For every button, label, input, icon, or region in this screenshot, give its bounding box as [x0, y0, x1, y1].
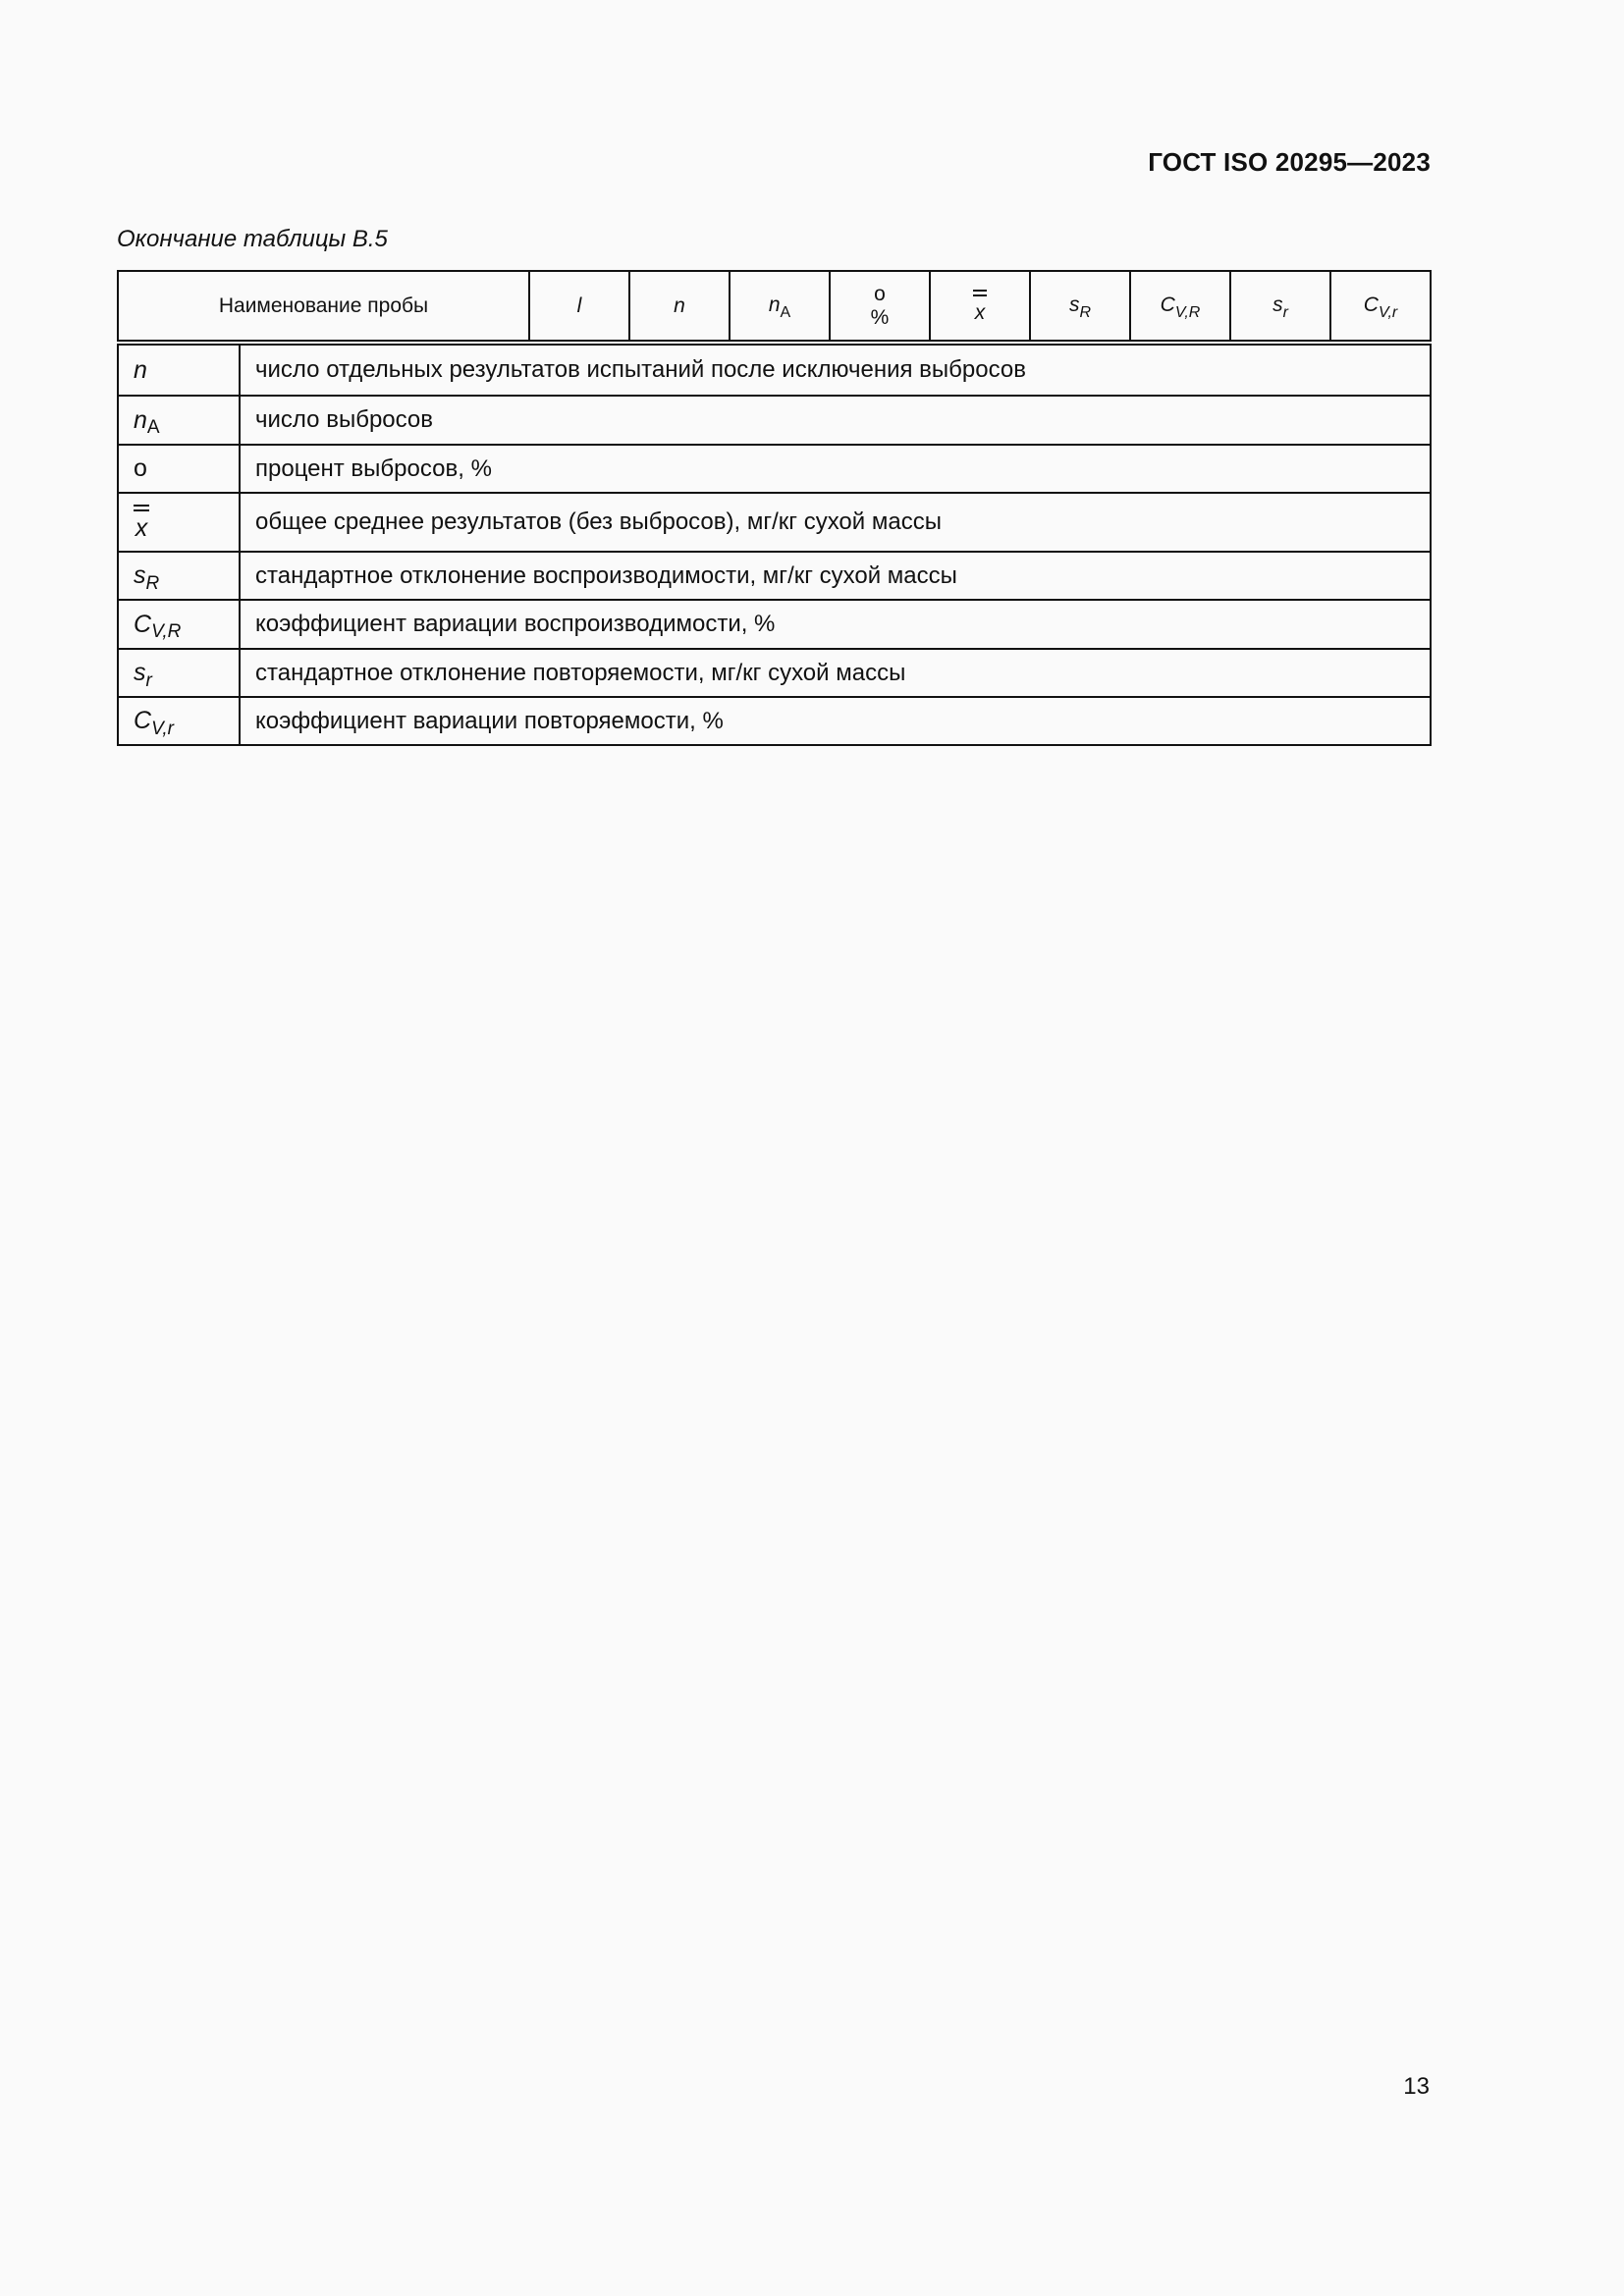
legend-symbol-base: C — [134, 707, 152, 734]
legend-row — [119, 648, 1430, 696]
legend-description: коэффициент вариации воспроизводимости, % — [255, 611, 776, 637]
header-l — [528, 272, 628, 340]
legend-symbol — [119, 553, 241, 599]
table-header-row — [117, 270, 1432, 342]
header-xbar-label: x — [974, 300, 986, 324]
header-o-top: o — [874, 282, 886, 305]
legend-symbol-sub: r — [145, 669, 152, 691]
legend-symbol-sub: R — [145, 572, 160, 594]
header-n — [628, 272, 729, 340]
header-l-label: l — [576, 294, 582, 317]
legend-row — [119, 599, 1430, 648]
legend-symbol — [119, 698, 241, 744]
header-outliers-percent — [829, 272, 929, 340]
legend-symbol — [119, 346, 241, 395]
legend-symbol-sub: A — [146, 417, 160, 438]
legend-description: коэффициент вариации повторяемости, % — [255, 707, 724, 734]
legend-symbol-base: x — [135, 513, 148, 542]
legend-symbol — [119, 446, 241, 492]
header-CVR-sub: V,R — [1174, 303, 1201, 321]
legend-description: число выбросов — [255, 406, 434, 433]
legend-row — [119, 696, 1430, 744]
header-cvr-repeatability — [1329, 272, 1430, 340]
header-cvr-reproducibility — [1129, 272, 1229, 340]
legend-symbol — [119, 601, 241, 648]
legend-symbol-base: n — [134, 355, 147, 384]
legend-symbol-base: C — [134, 610, 152, 638]
legend-symbol-base: s — [134, 659, 146, 686]
legend-row — [119, 444, 1430, 492]
header-CVr-base: C — [1363, 293, 1379, 316]
header-na-sub: A — [780, 303, 791, 321]
header-xbar — [929, 272, 1029, 340]
legend-row — [119, 346, 1430, 395]
legend-symbol-base: o — [134, 454, 147, 482]
legend-symbol-base: s — [134, 561, 146, 589]
legend-row — [119, 492, 1430, 551]
legend-symbol — [119, 650, 241, 696]
legend-description: процент выбросов, % — [255, 454, 492, 482]
legend-row — [119, 395, 1430, 444]
header-o-bottom: % — [870, 305, 890, 329]
header-sR-sub: R — [1079, 303, 1092, 321]
legend-symbol — [119, 494, 241, 551]
legend-description: стандартное отклонение воспроизводимости, мг/кг сухой массы — [255, 561, 957, 589]
header-na — [729, 272, 829, 340]
header-na-base: n — [768, 293, 781, 316]
header-n-label: n — [674, 294, 685, 317]
header-CVr-sub: V,r — [1378, 303, 1398, 321]
header-sr-reproducibility — [1029, 272, 1129, 340]
header-sr-base: s — [1272, 293, 1283, 316]
legend-symbol — [119, 397, 241, 444]
legend-table — [117, 344, 1432, 746]
legend-description: стандартное отклонение повторяемости, мг/кг сухой массы — [255, 659, 906, 686]
header-sR-base: s — [1068, 293, 1080, 316]
header-CVR-base: C — [1160, 293, 1175, 316]
table-caption: Окончание таблицы В.5 — [117, 226, 388, 252]
legend-description: число отдельных результатов испытаний после исключения выбросов — [255, 356, 1026, 383]
double-bar-icon — [973, 290, 987, 296]
page-number: 13 — [1403, 2073, 1430, 2100]
document-code: ГОСТ ISO 20295—2023 — [1148, 147, 1431, 177]
legend-symbol-sub: V,R — [151, 621, 182, 642]
header-sample-name: Наименование пробы — [218, 294, 429, 317]
header-sr-repeatability — [1229, 272, 1329, 340]
legend-symbol-base: n — [134, 405, 147, 434]
legend-row — [119, 551, 1430, 599]
legend-description: общее среднее результатов (без выбросов), мг/кг сухой массы — [255, 508, 942, 535]
header-sr-sub: r — [1282, 303, 1288, 321]
double-bar-icon — [134, 505, 149, 511]
legend-symbol-sub: V,r — [151, 718, 174, 739]
